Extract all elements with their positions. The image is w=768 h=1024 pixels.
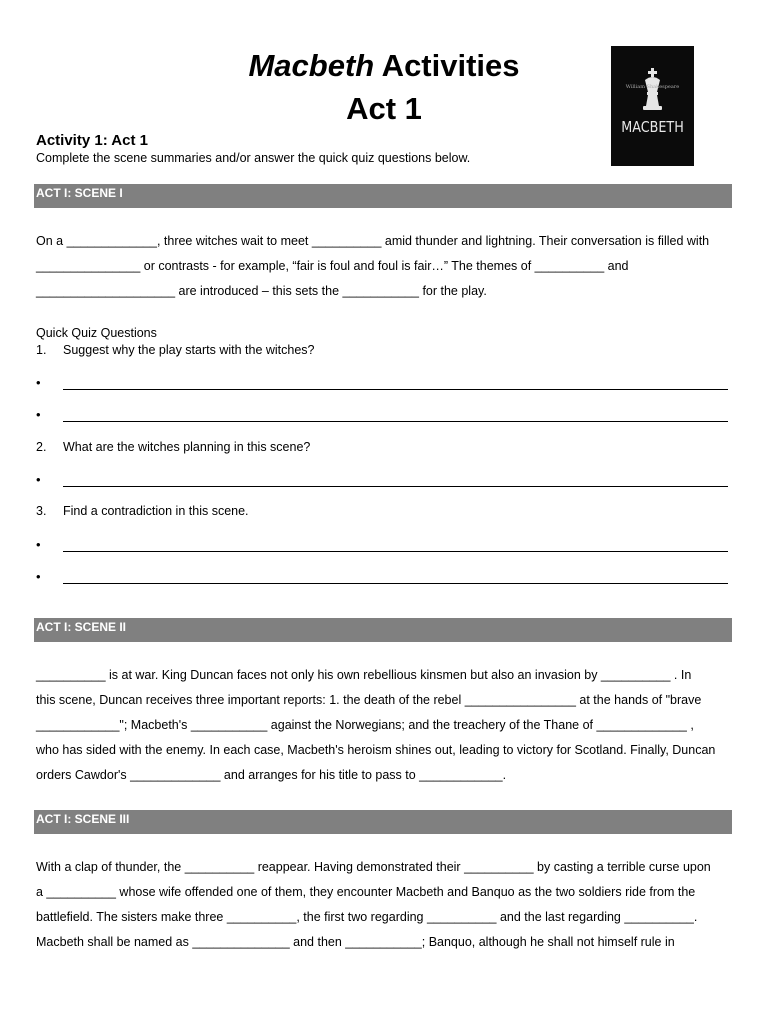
book-cover-title: MACBETH xyxy=(621,118,684,136)
scene2-line: ____________"; Macbeth's ___________ against the Norwegians; and the treachery of the Thane of _____________ , xyxy=(36,718,694,732)
scene1-line: On a _____________, three witches wait to meet __________ amid thunder and lightning. Their conversation is filled with xyxy=(36,234,710,248)
title-italic: Macbeth xyxy=(248,48,375,83)
scene3-header-bar: ACT I: SCENE III xyxy=(34,810,732,834)
page-subtitle: Act 1 xyxy=(346,91,422,126)
title-rest: Activities xyxy=(374,48,520,83)
book-cover-image xyxy=(611,46,694,166)
bullet: • xyxy=(36,472,41,487)
scene2-line: orders Cawdor's _____________ and arranges for his title to pass to ____________. xyxy=(36,768,507,782)
scene3-line: Macbeth shall be named as ______________ and then ___________; Banquo, although he shall not himself rule in xyxy=(36,935,675,949)
question-1: Suggest why the play starts with the witches? xyxy=(63,343,315,357)
answer-line[interactable] xyxy=(63,389,728,390)
bullet: • xyxy=(36,537,41,552)
scene2-summary xyxy=(36,663,736,788)
scene3-summary xyxy=(36,855,736,955)
activity-heading: Activity 1: Act 1 xyxy=(36,132,148,149)
answer-line[interactable] xyxy=(63,551,728,552)
question-number: 1. xyxy=(36,343,47,357)
answer-line[interactable] xyxy=(63,583,728,584)
bullet: • xyxy=(36,407,41,422)
scene1-header-bar: ACT I: SCENE I xyxy=(34,184,732,208)
scene1-summary xyxy=(36,229,736,304)
chess-king-icon xyxy=(611,46,694,166)
question-number: 3. xyxy=(36,504,47,518)
scene3-line: With a clap of thunder, the __________ reappear. Having demonstrated their __________ by casting a terrible curse upon xyxy=(36,860,711,874)
scene1-line: ____________________ are introduced – this sets the ___________ for the play. xyxy=(36,284,487,298)
bullet: • xyxy=(36,569,41,584)
answer-line[interactable] xyxy=(63,421,728,422)
scene2-line: this scene, Duncan receives three important reports: 1. the death of the rebel ________________ at the hands of "brave xyxy=(36,693,702,707)
scene2-line: __________ is at war. King Duncan faces not only his own rebellious kinsmen but also an invasion by __________ . In xyxy=(36,668,692,682)
scene3-line: a __________ whose wife offended one of them, they encounter Macbeth and Banquo as the two soldiers ride from the xyxy=(36,885,696,899)
question-2: What are the witches planning in this scene? xyxy=(63,440,311,454)
answer-line[interactable] xyxy=(63,486,728,487)
question-number: 2. xyxy=(36,440,47,454)
quiz-heading: Quick Quiz Questions xyxy=(36,326,157,340)
question-3: Find a contradiction in this scene. xyxy=(63,504,249,518)
scene1-line: _______________ or contrasts - for example, “fair is foul and foul is fair…” The themes of __________ and xyxy=(36,259,629,273)
scene3-line: battlefield. The sisters make three __________, the first two regarding __________ and the last regarding __________. xyxy=(36,910,698,924)
activity-instructions: Complete the scene summaries and/or answer the quick quiz questions below. xyxy=(36,151,471,165)
scene2-header-bar: ACT I: SCENE II xyxy=(34,618,732,642)
scene2-line: who has sided with the enemy. In each case, Macbeth's heroism shines out, leading to victory for Scotland. Finally, Duncan xyxy=(36,743,716,757)
bullet: • xyxy=(36,375,41,390)
book-cover-subtitle: William Shakespeare xyxy=(625,84,680,90)
